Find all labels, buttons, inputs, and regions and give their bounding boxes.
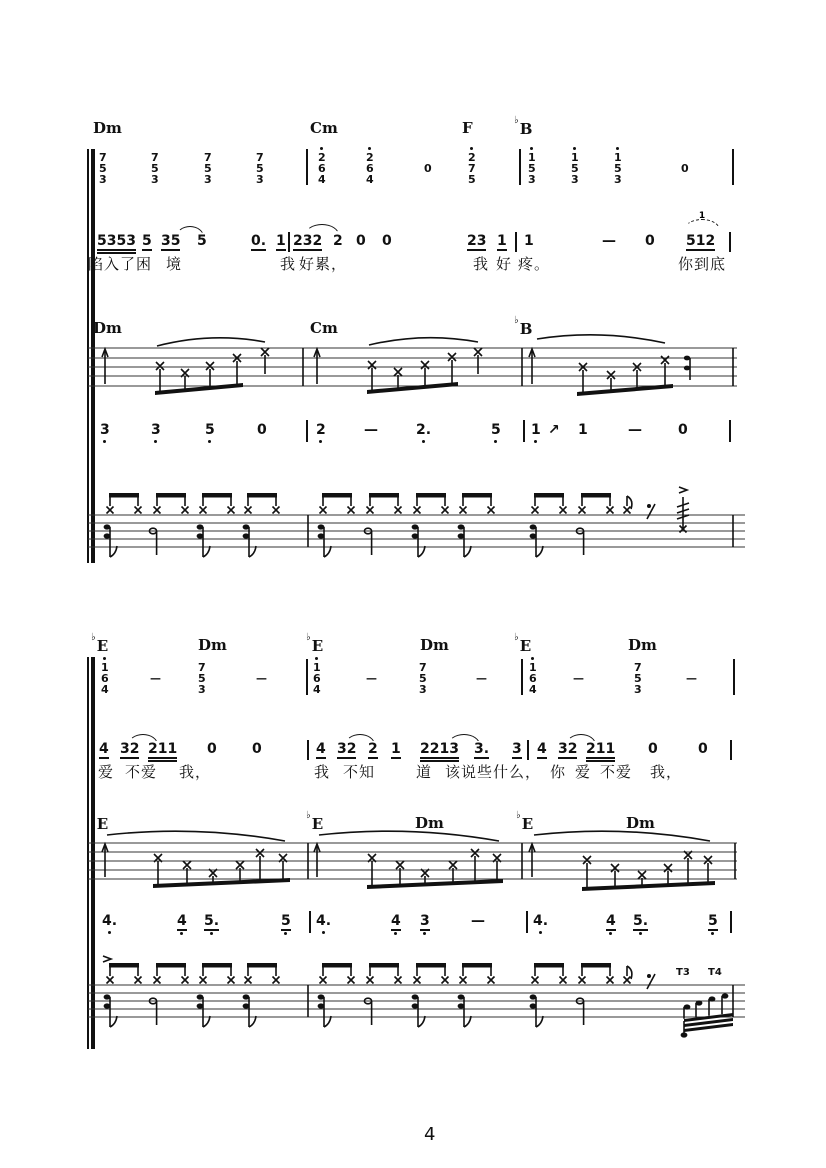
system-1-melody: 0 [645,233,655,249]
flat-icon: ♭ [514,315,519,326]
system-2-bass-line: 5. [204,913,220,929]
system-1-accomp-stack-mid: 5 [571,162,579,175]
flat-icon: ♭ [91,810,96,821]
system-1-melody: 5 [197,233,207,249]
system-2-lyrics: 我 [314,763,331,781]
system-1-accomp-chords: F [462,119,473,137]
system-1-slur-arc [305,224,339,235]
system-1-accomp-stack-bottom: 3 [528,173,536,186]
system-2-lyrics: 不爱 [600,763,633,781]
system-1-melody: 35 [161,233,181,249]
system-1-accomp-stack-bottom: 3 [256,173,264,186]
system-1-accomp-chords: Cm [310,119,338,137]
system-2-accomp-stack-mid: — [256,672,267,685]
system-2-lyrics: 我， [650,763,683,781]
system-1-bass-line: 1 [578,422,588,438]
system-2-accomp-chords: Dm [198,636,227,654]
system-2-melody: 2213 [420,742,459,762]
system-1-accomp-stack-top: 7 [256,151,264,164]
system-2-accomp-stack-bottom: 4 [529,683,537,696]
system-2-bass-line: 5 [281,913,291,929]
system-1-accomp-stack-mid: 5 [528,162,536,175]
system-2-tom-labels: T3 [676,967,690,978]
system-1-barline [729,420,731,442]
system-1-lyrics: 疼。 [518,255,551,273]
system-2-melody: 2 [368,741,378,757]
system-2-accomp-stack-top: 1 [529,661,537,674]
system-1-accomp-stack-mid: 5 [204,162,212,175]
system-2-lyrics: 爱 [98,763,115,781]
system-1-accomp-chords: Dm [93,119,122,137]
system-1-bass-line: ↗ [548,422,560,438]
system-1-melody: 5353 [97,234,136,254]
system-1-melody: — [602,233,616,249]
system-1-accomp-stack-bottom: 5 [468,173,476,186]
system-1-melody: 1 [497,233,507,249]
system-1-melody: 512 [686,233,716,249]
system-2-slur-arc [566,734,596,745]
system-2-accomp-stack-mid: 5 [198,672,206,685]
system-2-barline [730,911,732,933]
system-1-barline [515,232,517,252]
system-2-melody: 32 [120,741,140,757]
system-1-bass-line: — [364,422,378,438]
system-2-accomp-stack-mid: — [686,672,697,685]
system-2-barline [521,659,523,695]
system-1-lyrics: 境 [166,255,183,273]
system-2-melody: 3. [474,741,490,757]
system-2-melody: 4 [316,741,326,757]
system-2-accomp-stack-bottom: 3 [419,683,427,696]
flat-icon: ♭ [306,810,311,821]
flat-icon: ♭ [516,810,521,821]
system-1-barline [519,149,521,185]
system-2-accomp-stack-top: 1 [101,661,109,674]
system-2-bass-line: 4. [316,913,332,929]
system-2-accomp-chords: ♭E [306,632,324,655]
system-1-barline [732,149,734,185]
flat-icon: ♭ [514,632,519,643]
system-1-accomp-stack-bottom: 3 [204,173,212,186]
system-2-melody: 211 [586,742,615,762]
system-2-slur-arc [128,734,158,745]
system-2-slur-arc [345,734,375,745]
system-1-melody: 0. [251,233,267,249]
system-2-rhythm-chords: Dm [626,814,655,832]
system-2-rhythm-chords: ♭E [306,810,324,833]
drum-staff-2 [85,955,750,1055]
system-1-melody: 0 [382,233,392,249]
system-2-accomp-stack-top: 7 [634,661,642,674]
system-2-bass-line: — [471,913,485,929]
system-2-accomp-stack-top: 1 [313,661,321,674]
system-2-bass-line: 5. [633,913,649,929]
system-2-rhythm-chords: ♭E [91,810,109,833]
system-2-barline [307,740,309,760]
system-1-lyrics: 我 [473,255,490,273]
flat-icon: ♭ [514,115,519,126]
system-2-lyrics: 不爱 [125,763,158,781]
system-1-barline [523,420,525,442]
system-2-barline [730,740,732,760]
system-2-accomp-stack-bottom: 4 [101,683,109,696]
system-2-bass-line: 4 [391,913,401,929]
system-1-bass-line: 2 [316,422,326,438]
system-2-bass-line: 4. [102,913,118,929]
system-1-accomp-stack-top: 1 [528,151,536,164]
system-2-accomp-stack-mid: 5 [419,672,427,685]
system-2-accomp-stack-mid: — [573,672,584,685]
system-2-lyrics: 我， [179,763,212,781]
system-2-rhythm-chords: ♭E [516,810,534,833]
system-2-lyrics: 你 [550,763,567,781]
system-1-melody: 23 [467,233,487,249]
system-1-lyrics: 好累， [299,255,348,273]
system-2-accomp-stack-bottom: 3 [634,683,642,696]
system-1-lyrics: 陷入了困 [88,255,153,273]
system-1-bass-line: 5 [205,422,215,438]
flat-icon: ♭ [306,632,311,643]
system-2-bass-line: 5 [708,913,718,929]
system-1-bass-line: 2. [416,422,432,438]
system-2-barline [309,911,311,933]
system-1-bass-line: 3 [100,422,110,438]
system-1-melody: 2 [333,233,343,249]
system-1-rhythm-chords: ♭B [514,315,533,338]
system-1-bass-line: — [628,422,642,438]
system-2-rhythm-chords: Dm [415,814,444,832]
system-1-accomp-stack-bottom: 4 [318,173,326,186]
system-2-accomp-stack-mid: — [476,672,487,685]
system-2-melody: 0 [698,741,708,757]
system-1-lyrics: 好 [496,255,513,273]
system-2-melody: 0 [648,741,658,757]
system-1-bass-line: 3 [151,422,161,438]
system-2-melody: 0 [252,741,262,757]
system-1-accomp-stack-bottom: 4 [366,173,374,186]
system-1-bass-line: 0 [257,422,267,438]
system-2-accomp-chords: ♭E [91,632,109,655]
system-2-slur-arc [448,734,480,745]
system-1-slur-arc [176,226,204,237]
system-1-accomp-stack-top: 1 [571,151,579,164]
system-2-accomp-stack-top: 7 [198,661,206,674]
system-2-accomp-stack-top: 7 [419,661,427,674]
system-1-accomp-stack-mid: 0 [424,162,432,175]
system-1-bass-line: 1 [531,422,541,438]
system-2-barline [733,659,735,695]
system-2-barline [306,659,308,695]
drum-staff-1 [85,485,750,585]
system-2-accomp-chords: Dm [628,636,657,654]
system-1-accomp-stack-mid: 5 [256,162,264,175]
system-1-bass-line: 0 [678,422,688,438]
system-2-lyrics: 爱 [575,763,592,781]
system-2-accomp-chords: Dm [420,636,449,654]
system-2-accomp-stack-mid: 5 [634,672,642,685]
system-2-barline [527,740,529,760]
system-2-lyrics: 道 [416,763,433,781]
system-1-accomp-stack-top: 2 [366,151,374,164]
system-1-accomp-stack-mid: 5 [614,162,622,175]
system-2-bass-line: 4 [606,913,616,929]
system-1-accomp-stack-bottom: 3 [99,173,107,186]
system-2-melody: 3 [512,741,522,757]
system-1-rhythm-chords: Cm [310,319,338,337]
system-2-melody: 1 [391,741,401,757]
system-1-lyrics: 你到底 [678,255,727,273]
system-1-lyrics: 我 [280,255,297,273]
system-1-bass-line: 5 [491,422,501,438]
system-1-rhythm-chords: Dm [93,319,122,337]
system-2-lyrics: 该说些什么， [445,763,542,781]
system-1-accomp-stack-top: 7 [99,151,107,164]
system-2-melody: 32 [558,741,578,757]
system-1-melody: 5 [142,233,152,249]
system-2-accomp-stack-mid: 6 [101,672,109,685]
page-number: 4 [424,1124,436,1145]
system-2-melody: 0 [207,741,217,757]
system-2-accomp-stack-mid: — [150,672,161,685]
system-2-melody: 4 [99,741,109,757]
system-2-accomp-stack-bottom: 4 [313,683,321,696]
system-1-melody: 232 [293,233,323,249]
system-1-accomp-stack-top: 7 [151,151,159,164]
system-1-accomp-stack-mid: 5 [99,162,107,175]
system-1-accomp-stack-top: 1 [614,151,622,164]
system-2-melody: 211 [148,742,177,762]
system-1-accomp-stack-bottom: 3 [151,173,159,186]
system-2-bass-line: 3 [420,913,430,929]
system-1-accomp-stack-mid: 0 [681,162,689,175]
system-2-accomp-stack-mid: 6 [313,672,321,685]
system-1-barline [288,232,290,252]
flat-icon: ♭ [91,632,96,643]
system-2-accomp-stack-bottom: 3 [198,683,206,696]
system-2-tom-labels: T4 [708,967,722,978]
system-1-accomp-stack-top: 7 [204,151,212,164]
system-2-melody: 4 [537,741,547,757]
system-1-barline [729,232,731,252]
system-1-barline [306,420,308,442]
system-2-accomp-stack-mid: 6 [529,672,537,685]
system-1-accomp-stack-top: 2 [468,151,476,164]
system-2-barline [526,911,528,933]
system-1-accomp-stack-bottom: 3 [614,173,622,186]
system-1-accomp-stack-mid: 6 [366,162,374,175]
system-2-accomp-stack-mid: — [366,672,377,685]
system-2-bass-line: 4 [177,913,187,929]
system-2-melody: 32 [337,741,357,757]
rhythm-staff-1 [85,315,750,413]
system-1-accomp-chords: ♭B [514,115,533,138]
system-1-melody: 1 [276,233,286,249]
system-1-accomp-stack-mid: 6 [318,162,326,175]
system-1-accomp-stack-top: 2 [318,151,326,164]
system-1-accomp-stack-mid: 7 [468,162,476,175]
system-1-slur-arc: 1 [684,219,720,230]
system-2-bass-line: 4. [533,913,549,929]
system-1-melody: 0 [356,233,366,249]
system-2-accomp-chords: ♭E [514,632,532,655]
system-2-lyrics: 不知 [343,763,376,781]
system-1-barline [306,149,308,185]
system-1-melody: 1 [524,233,534,249]
system-1-accomp-stack-bottom: 3 [571,173,579,186]
system-1-accomp-stack-mid: 5 [151,162,159,175]
